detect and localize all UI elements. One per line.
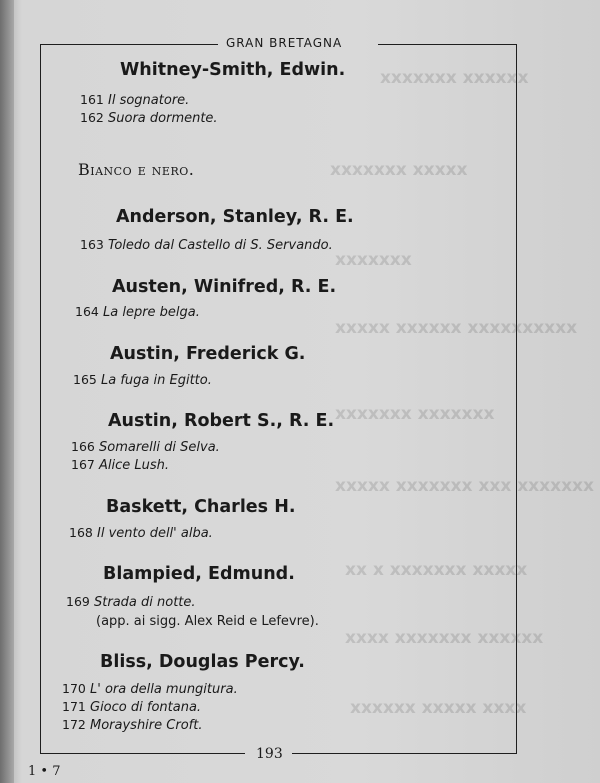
artist-name: Anderson, Stanley, R. E. [116,207,354,227]
bottom-rule-right [292,753,517,754]
work-item [80,92,189,108]
bleed-through: xxxxxx xxxxxxx xxxx [345,628,544,648]
work-number: 161 [80,92,104,107]
section-heading: Bianco e nero. [78,160,195,179]
work-title: La lepre belga. [103,305,200,320]
artist-name: Baskett, Charles H. [106,497,296,517]
top-rule-right [378,44,517,45]
bleed-through: xxxxxxxxxx xxxxxx xxxxx [335,318,578,338]
work-item [80,237,333,253]
page-frame [40,44,517,754]
work-number: 167 [71,457,95,472]
work-title: Gioco di fontana. [90,700,202,715]
work-item [62,681,238,697]
page-number: 193 [256,746,283,762]
work-item [69,525,213,541]
bleed-through: xxxx xxxxx xxxxxx [350,698,527,718]
work-number: 162 [80,110,104,125]
work-item [75,304,200,320]
work-title: Il vento dell' alba. [97,526,213,541]
work-item [80,110,218,126]
printer-signature: 1 • 7 [28,764,61,779]
work-number: 169 [66,594,90,609]
work-item [71,457,169,473]
work-item [73,372,212,388]
bleed-through: xxxxx xxxxxxx x xx [345,560,528,580]
bleed-through: xxxxxxx xxxxxxx [335,404,495,424]
bottom-rule-left [40,753,245,754]
page-gutter [0,0,14,783]
work-item [71,439,220,455]
bleed-through: xxxxxxx xxx xxxxxxx xxxxx [335,476,594,496]
work-title: L' ora della mungitura. [90,682,238,697]
work-number: 168 [69,525,93,540]
work-title: Strada di notte. [94,595,196,610]
work-number: 171 [62,699,86,714]
bleed-through: xxxxx xxxxxxx [330,160,468,180]
work-title: Suora dormente. [108,111,218,126]
work-item [62,699,201,715]
artist-name: Whitney-Smith, Edwin. [120,60,346,80]
artist-name: Austin, Robert S., R. E. [108,411,335,431]
artist-name: Austen, Winifred, R. E. [112,277,337,297]
bleed-through: xxxxxxx [335,250,412,270]
work-number: 170 [62,681,86,696]
artist-name: Blampied, Edmund. [103,564,295,584]
work-title: Morayshire Croft. [90,718,203,733]
work-title: Toledo dal Castello di S. Servando. [108,238,333,253]
artist-name: Austin, Frederick G. [110,344,306,364]
work-title: Il sognatore. [108,93,190,108]
work-title: Alice Lush. [99,458,170,473]
work-title: La fuga in Egitto. [101,373,212,388]
work-item [62,717,202,733]
work-number: 163 [80,237,104,252]
top-rule-left [40,44,218,45]
work-number: 165 [73,372,97,387]
artist-name: Bliss, Douglas Percy. [100,652,305,672]
ownership-note: (app. ai sigg. Alex Reid e Lefevre). [96,614,319,629]
work-number: 164 [75,304,99,319]
work-title: Somarelli di Selva. [99,440,220,455]
work-item [66,594,196,610]
work-number: 172 [62,717,86,732]
running-head: GRAN BRETAGNA [226,36,343,50]
work-number: 166 [71,439,95,454]
bleed-through: xxxxxx xxxxxxx [380,68,529,88]
